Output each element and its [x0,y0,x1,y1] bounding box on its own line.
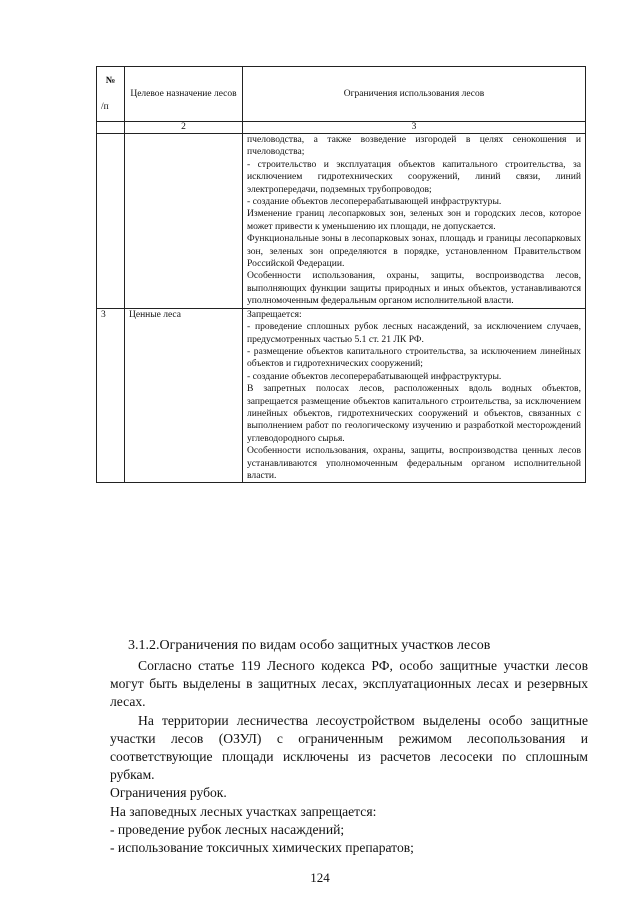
body-paragraph: На территории лесничества лесоустройством выделены особо защитные участки лесов (ОЗУЛ) с ограниченным режимом лесопользования и соответствующие площади исключены из расчетов лесосеки по сплошным рубкам. [110,712,588,783]
restriction-paragraph: В запретных полосах лесов, расположенных вдоль водных объектов, запрещается размещение объектов капитального строительства, за исключением линейных объектов, гидротехнических сооружений и объектов, связанных с выполнением работ по геологическому изучению и разработкой месторождений углеводородного сырья. [247,383,581,444]
restrictions-table [96,66,586,483]
page-number: 124 [310,870,330,885]
header-restrictions-cell: Ограничения использования лесов [243,67,586,122]
restriction-paragraph: - проведение сплошных рубок лесных насаждений, за исключением случаев, предусмотренных частью 5.1 ст. 21 ЛК РФ. [247,321,581,345]
body-paragraph: - проведение рубок лесных насаждений; [110,821,345,837]
body-paragraph: На заповедных лесных участках запрещается: [110,803,377,819]
restriction-paragraph: - создание объектов лесоперерабатывающей инфраструктуры. [247,370,502,382]
row-number [97,134,125,309]
header-number-suffix: /п [101,102,109,112]
body-paragraph: Согласно статье 119 Лесного кодекса РФ, особо защитные участки лесов могут быть выделены в защитных лесах, эксплуатационных лесах и резервных лесах. [110,658,588,710]
restriction-paragraph: Запрещается: [247,308,302,320]
restriction-paragraph: - размещение объектов капитального строительства, за исключением линейных объектов и гидротехнических сооружений; [247,345,581,370]
header-purpose-cell: Целевое назначение лесов [125,67,243,122]
header-number-sign: № [105,76,116,86]
column-number-2: 2 [125,122,243,134]
restriction-paragraph: Особенности использования, охраны, защиты, воспроизводства ценных лесов устанавливаются уполномоченным федеральным органом исполнительной власти. [247,445,581,481]
restriction-paragraph: Функциональные зоны в лесопарковых зонах, площадь и границы лесопарковых зон, зеленых зон определяются в порядке, установленном Правительством Российской Федерации. [247,233,581,270]
body-paragraph: Ограничения рубок. [110,785,227,801]
restriction-paragraph: Особенности использования, охраны, защиты, воспроизводства лесов, выполняющих функции защиты природных и иных объектов, устанавливаются уполномоченным федеральным органом исполнительной власти. [247,270,581,307]
column-number-1 [97,122,125,134]
table-header-row [97,67,586,122]
row-purpose: Ценные леса [125,308,243,483]
restriction-paragraph: - создание объектов лесоперерабатывающей инфраструктуры. [247,196,502,208]
table-row [97,134,586,309]
section-heading: 3.1.2.Ограничения по видам особо защитных участков лесов [128,638,491,653]
body-paragraph: - использование токсичных химических препаратов; [110,840,414,856]
restriction-paragraph: пчеловодства, а также возведение изгородей в целях сенокошения и пчеловодства; [247,134,581,158]
restriction-paragraph: Изменение границ лесопарковых зон, зеленых зон и городских лесов, которое может привести к уменьшению их площади, не допускается. [247,208,581,232]
restriction-paragraph: - строительство и эксплуатация объектов капитального строительства, за исключением гидротехнических сооружений, линий связи, линий электропередачи, подземных трубопроводов; [247,158,581,195]
header-number-cell [97,67,125,122]
body-text [110,657,588,857]
row-purpose [125,134,243,309]
row-restrictions [243,134,586,309]
row-number: 3 [97,308,125,483]
column-number-3: 3 [243,122,586,134]
column-number-row [97,122,586,134]
table-row [97,308,586,483]
row-restrictions [243,308,586,483]
